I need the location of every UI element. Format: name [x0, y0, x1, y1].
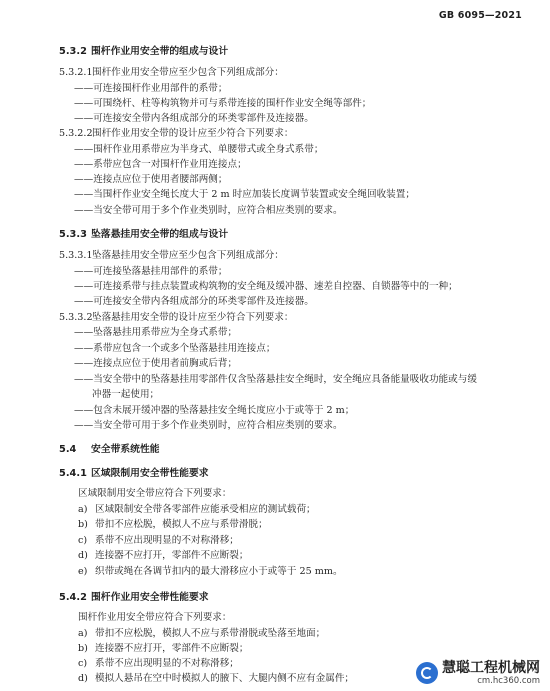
list-item: ——系带应包含一个或多个坠落悬挂用连接点；	[74, 343, 276, 354]
clause-5-3-2-1	[59, 67, 284, 79]
clause-5-3-3-2	[59, 312, 293, 324]
list-text: 系带不应出现明显的不对称滑移；	[95, 658, 239, 669]
list-text: 模拟人悬吊在空中时模拟人的腋下、大腿内侧不应有金属件；	[95, 673, 355, 684]
list-text: 织带或绳在各调节扣内的最大滑移应小于或等于 25 mm。	[95, 566, 343, 577]
clause-5-3-2-2	[59, 128, 293, 140]
section-title: 安全带系统性能	[91, 444, 160, 455]
list-label: b)	[78, 519, 88, 530]
list-item: ——围杆作业用系带应为半身式、单腰带式或全身式系带；	[74, 144, 324, 155]
section-number: 5.4	[59, 444, 77, 455]
list-item: ——可连接安全带内各组成部分的环类零部件及连接器。	[74, 296, 314, 307]
paragraph: 围杆作业用安全带应符合下列要求：	[78, 612, 232, 623]
section-heading-5-4-1	[59, 465, 209, 479]
clause-number: 5.3.2.1	[59, 67, 93, 78]
list-item: ——当安全带中的坠落悬挂用零部件仅含坠落悬挂安全绳时，安全绳应具备能量吸收功能或与缓	[74, 374, 477, 385]
section-heading-5-3-2	[59, 43, 228, 57]
list-label: c)	[78, 535, 88, 546]
clause-text: 围杆作业用安全带应至少包含下列组成部分：	[92, 67, 284, 78]
list-item: ——可连接安全带内各组成部分的环类零部件及连接器。	[74, 113, 314, 124]
list-label: e)	[78, 566, 88, 577]
paragraph: 区域限制用安全带应符合下列要求：	[78, 488, 232, 499]
list-item	[78, 628, 325, 640]
clause-text: 围杆作业用安全带的设计应至少符合下列要求：	[92, 128, 294, 139]
clause-number: 5.3.3.1	[59, 250, 93, 261]
watermark-url: cm.hc360.com	[477, 675, 540, 686]
list-label: d)	[78, 550, 88, 561]
list-item-continuation: 冲器一起使用；	[92, 389, 160, 400]
clause-text: 坠落悬挂用安全带的设计应至少符合下列要求：	[92, 312, 294, 323]
clause-number: 5.3.3.2	[59, 312, 93, 323]
list-label: c)	[78, 658, 88, 669]
section-title: 围杆作业用安全带的组成与设计	[91, 46, 229, 57]
watermark-name: 慧聪工程机械网	[442, 659, 540, 676]
section-number: 5.4.1	[59, 468, 87, 479]
list-item: ——连接点应位于使用者腰部两侧；	[74, 174, 228, 185]
list-label: b)	[78, 643, 88, 654]
list-item	[78, 658, 239, 670]
section-heading-5-3-3	[59, 226, 228, 240]
section-number: 5.3.3	[59, 229, 87, 240]
hc360-logo-icon	[416, 662, 438, 684]
list-item: ——当安全带可用于多个作业类别时，应符合相应类别的要求。	[74, 205, 343, 216]
list-item: ——系带应包含一对围杆作业用连接点；	[74, 159, 247, 170]
list-label: d)	[78, 673, 88, 684]
clause-number: 5.3.2.2	[59, 128, 93, 139]
standard-number: GB 6095—2021	[438, 10, 522, 21]
list-item	[78, 673, 354, 685]
list-item: ——可连接系带与挂点装置或构筑物的安全绳及缓冲器、速差自控器、自锁器等中的一种；	[74, 281, 458, 292]
list-item	[78, 535, 239, 547]
list-text: 连接器不应打开，零部件不应断裂；	[95, 643, 249, 654]
section-title: 围杆作业用安全带性能要求	[91, 592, 209, 603]
list-item	[78, 566, 343, 578]
list-item: ——连接点应位于使用者前胸或后背；	[74, 358, 238, 369]
list-item	[78, 550, 249, 562]
list-item: ——可连接围杆作业用部件的系带；	[74, 83, 228, 94]
list-text: 区域限制安全带各零部件应能承受相应的测试载荷；	[95, 504, 316, 515]
clause-5-3-3-1	[59, 250, 284, 262]
list-item: ——可连接坠落悬挂用部件的系带；	[74, 266, 228, 277]
list-item: ——当围杆作业安全绳长度大于 2 m 时应加装长度调节装置或安全绳回收装置；	[74, 189, 415, 200]
list-item	[78, 643, 249, 655]
list-text: 带扣不应松脱，模拟人不应与系带滑脱；	[95, 519, 268, 530]
list-text: 连接器不应打开，零部件不应断裂；	[95, 550, 249, 561]
list-item: ——可围绕杆、柱等构筑物并可与系带连接的围杆作业安全绳等部件；	[74, 98, 372, 109]
section-number: 5.3.2	[59, 46, 87, 57]
list-label: a)	[78, 504, 88, 515]
list-item: ——当安全带可用于多个作业类别时，应符合相应类别的要求。	[74, 420, 343, 431]
list-item: ——坠落悬挂用系带应为全身式系带；	[74, 327, 238, 338]
section-title: 坠落悬挂用安全带的组成与设计	[91, 229, 229, 240]
list-item	[78, 504, 316, 516]
list-text: 系带不应出现明显的不对称滑移；	[95, 535, 239, 546]
clause-text: 坠落悬挂用安全带应至少包含下列组成部分：	[92, 250, 284, 261]
list-item	[78, 519, 268, 531]
section-heading-5-4-2	[59, 589, 209, 603]
section-title: 区域限制用安全带性能要求	[91, 468, 209, 479]
section-number: 5.4.2	[59, 592, 87, 603]
watermark-text	[442, 661, 540, 686]
list-label: a)	[78, 628, 88, 639]
watermark	[416, 661, 540, 686]
section-heading-5-4	[59, 441, 160, 455]
list-text: 带扣不应松脱，模拟人不应与系带滑脱或坠落至地面；	[95, 628, 326, 639]
list-item: ——包含未展开缓冲器的坠落悬挂安全绳长度应小于或等于 2 m；	[74, 405, 355, 416]
